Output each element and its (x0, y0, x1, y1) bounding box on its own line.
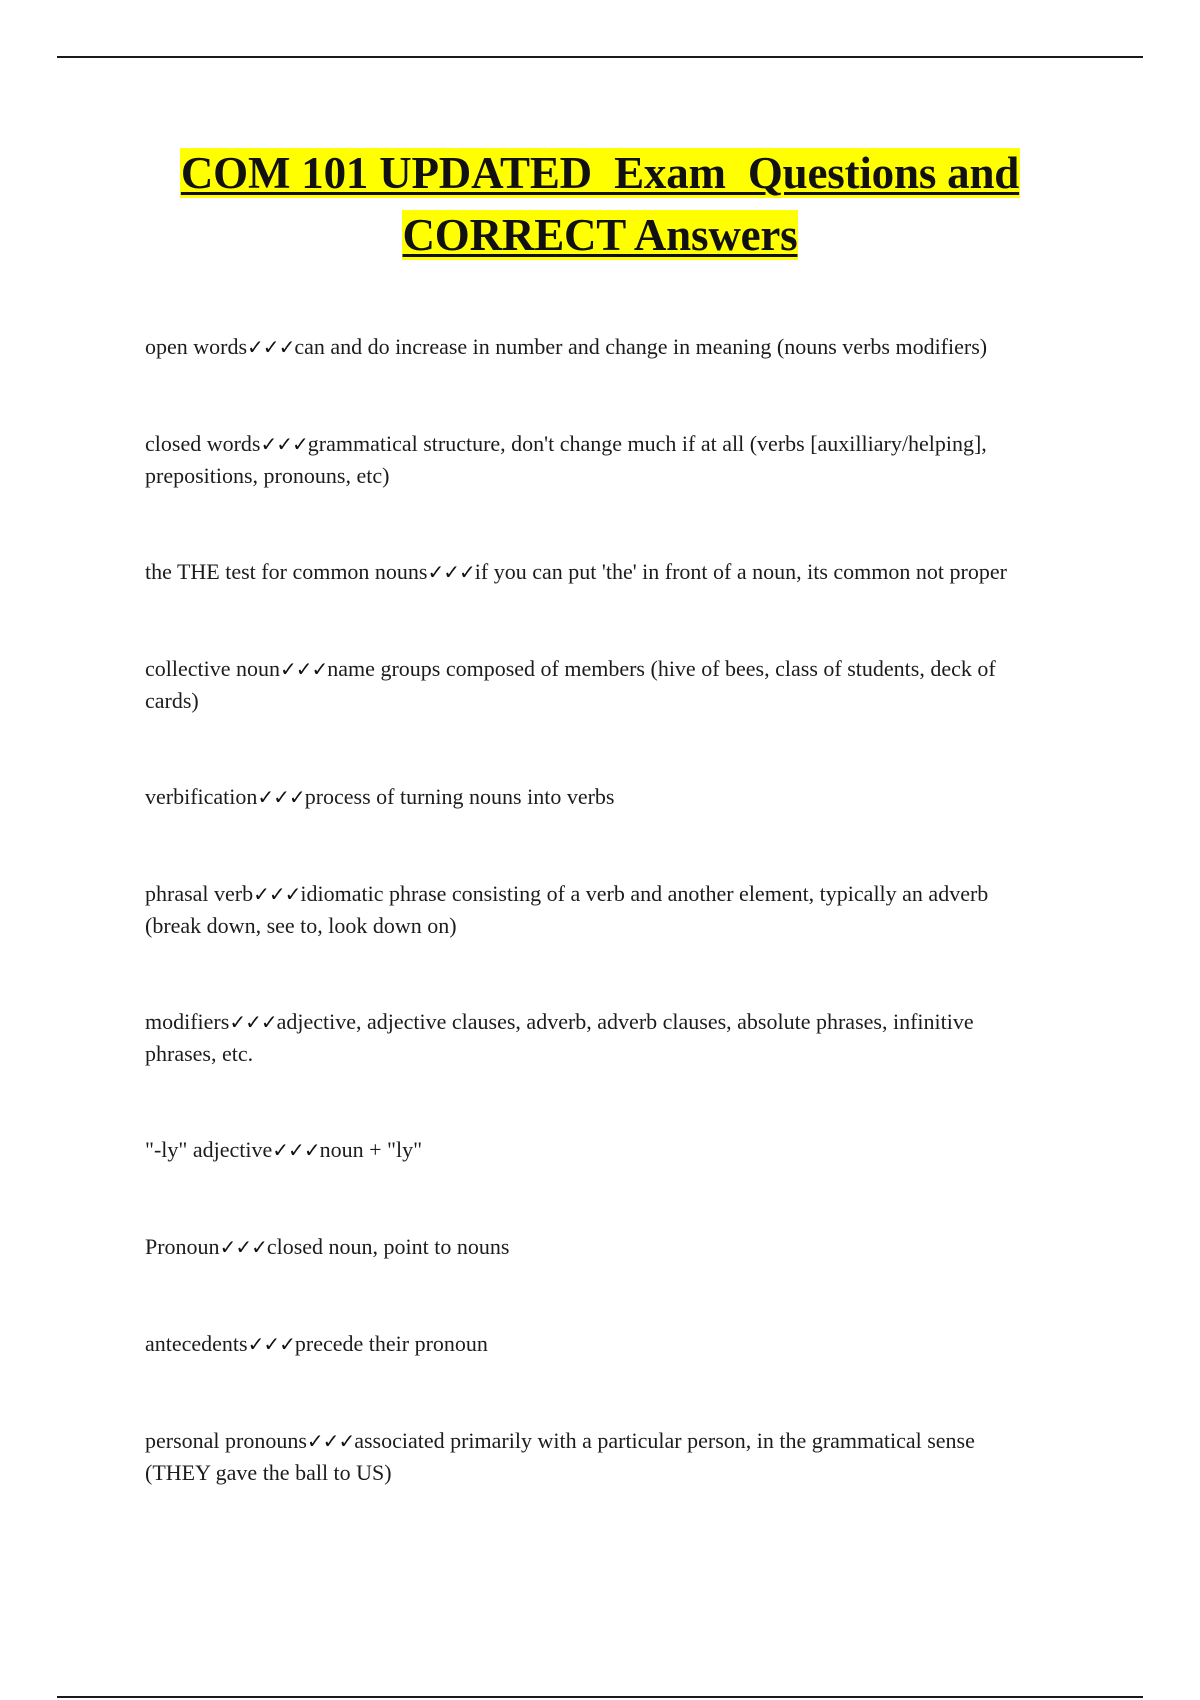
qa-term: Pronoun (145, 1234, 220, 1259)
checkmark-icon: ✓✓✓ (229, 1010, 277, 1034)
qa-term: personal pronouns (145, 1428, 307, 1453)
qa-term: open words (145, 334, 248, 359)
qa-definition: adjective, adjective clauses, adverb, adverb clauses, absolute phrases, infinitive phrases, etc. (145, 1009, 974, 1066)
qa-definition: grammatical structure, don't change much if at all (verbs [auxilliary/helping], prepositions, pronouns, etc) (145, 431, 987, 488)
title-line-1: COM 101 UPDATED Exam Questions and (180, 148, 1020, 198)
checkmark-icon: ✓✓✓ (257, 785, 305, 809)
checkmark-icon: ✓✓✓ (219, 1235, 267, 1259)
qa-item (145, 1328, 1045, 1360)
qa-list (145, 331, 1045, 1553)
checkmark-icon: ✓✓✓ (247, 1332, 295, 1356)
qa-item (145, 781, 1045, 813)
qa-definition: noun + "ly" (319, 1137, 423, 1162)
qa-definition: can and do increase in number and change in meaning (nouns verbs modifiers) (294, 334, 988, 359)
top-rule (57, 56, 1143, 58)
checkmark-icon: ✓✓✓ (253, 882, 301, 906)
qa-term: verbification (145, 784, 258, 809)
qa-item (145, 878, 1045, 941)
title-line-2: CORRECT Answers (402, 210, 798, 260)
qa-term: modifiers (145, 1009, 230, 1034)
qa-definition: process of turning nouns into verbs (304, 784, 615, 809)
qa-definition: associated primarily with a particular person, in the grammatical sense (THEY gave the ball to US) (145, 1428, 975, 1485)
qa-definition: precede their pronoun (294, 1331, 488, 1356)
qa-definition: idiomatic phrase consisting of a verb and another element, typically an adverb (break down, see to, look down on) (145, 881, 989, 938)
qa-item (145, 1231, 1045, 1263)
qa-term: collective noun (145, 656, 281, 681)
qa-term: antecedents (145, 1331, 248, 1356)
checkmark-icon: ✓✓✓ (260, 432, 308, 456)
qa-item (145, 1006, 1045, 1069)
qa-item (145, 331, 1045, 363)
qa-term: "-ly" adjective (145, 1137, 273, 1162)
checkmark-icon: ✓✓✓ (306, 1429, 355, 1453)
qa-item (145, 1425, 1045, 1488)
qa-item (145, 653, 1045, 716)
qa-definition: name groups composed of members (hive of bees, class of students, deck of cards) (145, 656, 996, 713)
qa-item (145, 428, 1045, 491)
qa-term: closed words (145, 431, 261, 456)
checkmark-icon: ✓✓✓ (427, 560, 475, 584)
qa-term: the THE test for common nouns (145, 559, 428, 584)
checkmark-icon: ✓✓✓ (272, 1138, 320, 1162)
document-title (145, 142, 1055, 266)
qa-term: phrasal verb (145, 881, 254, 906)
qa-item (145, 1134, 1045, 1166)
bottom-rule (57, 1696, 1143, 1698)
qa-definition: closed noun, point to nouns (266, 1234, 510, 1259)
qa-definition: if you can put 'the' in front of a noun, its common not proper (474, 559, 1007, 584)
checkmark-icon: ✓✓✓ (280, 657, 328, 681)
checkmark-icon: ✓✓✓ (247, 335, 295, 359)
qa-item (145, 556, 1045, 588)
